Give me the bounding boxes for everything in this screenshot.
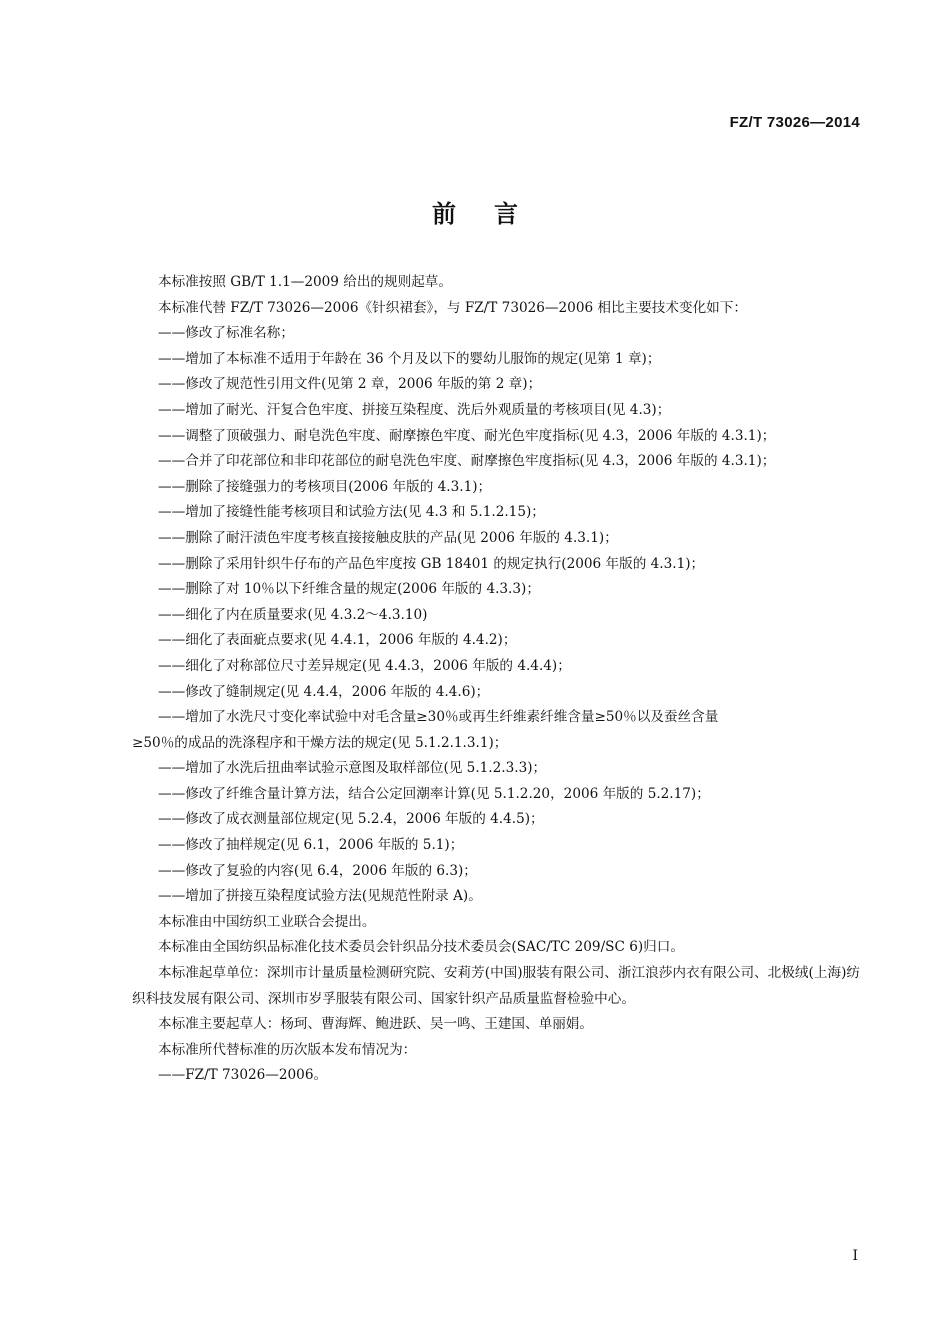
change-item: ——修改了标准名称； bbox=[158, 325, 294, 342]
foreword-body bbox=[132, 270, 860, 1089]
change-item: ——调整了顶破强力、耐皂洗色牢度、耐摩擦色牢度、耐光色牢度指标(见 4.3，2006 年版的 4.3.1)； bbox=[158, 427, 776, 444]
change-item: ——增加了水洗后扭曲率试验示意图及取样部位(见 5.1.2.3.3)； bbox=[158, 760, 547, 777]
change-item: ——细化了对称部位尺寸差异规定(见 4.4.3，2006 年版的 4.4.4)； bbox=[158, 657, 571, 674]
change-item: ——增加了本标准不适用于年龄在 36 个月及以下的婴幼儿服饰的规定(见第 1 章)； bbox=[158, 350, 661, 367]
change-item: ——增加了接缝性能考核项目和试验方法(见 4.3 和 5.1.2.15)； bbox=[158, 504, 545, 521]
paragraph-history-intro: 本标准所代替标准的历次版本发布情况为： bbox=[158, 1041, 417, 1058]
change-item: ——增加了拼接互染程度试验方法(见规范性附录 A)。 bbox=[158, 888, 482, 905]
standard-number: FZ/T 73026—2014 bbox=[729, 114, 860, 131]
history-item: ——FZ/T 73026—2006。 bbox=[158, 1067, 328, 1084]
page-number: I bbox=[852, 1248, 858, 1264]
change-item: ——修改了规范性引用文件(见第 2 章，2006 年版的第 2 章)； bbox=[158, 376, 542, 393]
change-item: ——细化了表面疵点要求(见 4.4.1，2006 年版的 4.4.2)； bbox=[158, 632, 517, 649]
paragraph-drafting-rules: 本标准按照 GB/T 1.1—2009 给出的规则起草。 bbox=[158, 274, 452, 290]
paragraph-drafters: 本标准主要起草人：杨珂、曹海辉、鲍进跃、吴一鸣、王建国、单丽娟。 bbox=[158, 1016, 593, 1033]
change-item: ——删除了耐汗渍色牢度考核直接接触皮肤的产品(见 2006 年版的 4.3.1)； bbox=[158, 529, 618, 546]
change-item: ——修改了成衣测量部位规定(见 5.2.4，2006 年版的 4.4.5)； bbox=[158, 811, 544, 828]
change-item: ——修改了复验的内容(见 6.4，2006 年版的 6.3)； bbox=[158, 862, 477, 879]
change-item: ——修改了缝制规定(见 4.4.4，2006 年版的 4.4.6)； bbox=[158, 683, 490, 700]
change-item: ——合并了印花部位和非印花部位的耐皂洗色牢度、耐摩擦色牢度指标(见 4.3，2006 年版的 4.3.1)； bbox=[158, 453, 776, 470]
paragraph-drafting-units: 本标准起草单位：深圳市计量质量检测研究院、安莉芳(中国)服装有限公司、浙江浪莎内衣有限公司、北极绒(上海)纺织科技发展有限公司、深圳市岁孚服装有限公司、国家针织产品质量监督检验中心。 bbox=[132, 965, 860, 1007]
change-item: ——细化了内在质量要求(见 4.3.2～4.3.10) bbox=[158, 606, 428, 623]
paragraph-replaces: 本标准代替 FZ/T 73026—2006《针织裙套》，与 FZ/T 73026—2006 相比主要技术变化如下： bbox=[158, 299, 747, 316]
paragraph-managed-by: 本标准由全国纺织品标准化技术委员会针织品分技术委员会(SAC/TC 209/SC 6)归口。 bbox=[158, 939, 684, 956]
change-item: ——增加了耐光、汗复合色牢度、拼接互染程度、洗后外观质量的考核项目(见 4.3)； bbox=[158, 401, 671, 418]
change-item: ——删除了采用针织牛仔布的产品色牢度按 GB 18401 的规定执行(2006 年版的 4.3.1)； bbox=[158, 555, 705, 572]
change-item-wrapped-line1: ——增加了水洗尺寸变化率试验中对毛含量≥30％或再生纤维素纤维含量≥50％以及蚕丝含量 bbox=[158, 709, 719, 726]
page-title: 前言 bbox=[432, 200, 556, 228]
paragraph-proposed-by: 本标准由中国纺织工业联合会提出。 bbox=[158, 913, 376, 930]
change-item: ——修改了抽样规定(见 6.1，2006 年版的 5.1)； bbox=[158, 837, 464, 854]
change-item: ——删除了接缝强力的考核项目(2006 年版的 4.3.1)； bbox=[158, 478, 492, 495]
change-item-wrapped-line2: ≥50％的成品的洗涤程序和干燥方法的规定(见 5.1.2.1.3.1)； bbox=[132, 734, 508, 751]
change-item: ——删除了对 10％以下纤维含量的规定(2006 年版的 4.3.3)； bbox=[158, 581, 540, 598]
change-item: ——修改了纤维含量计算方法，结合公定回潮率计算(见 5.1.2.20，2006 年版的 5.2.17)； bbox=[158, 785, 710, 802]
